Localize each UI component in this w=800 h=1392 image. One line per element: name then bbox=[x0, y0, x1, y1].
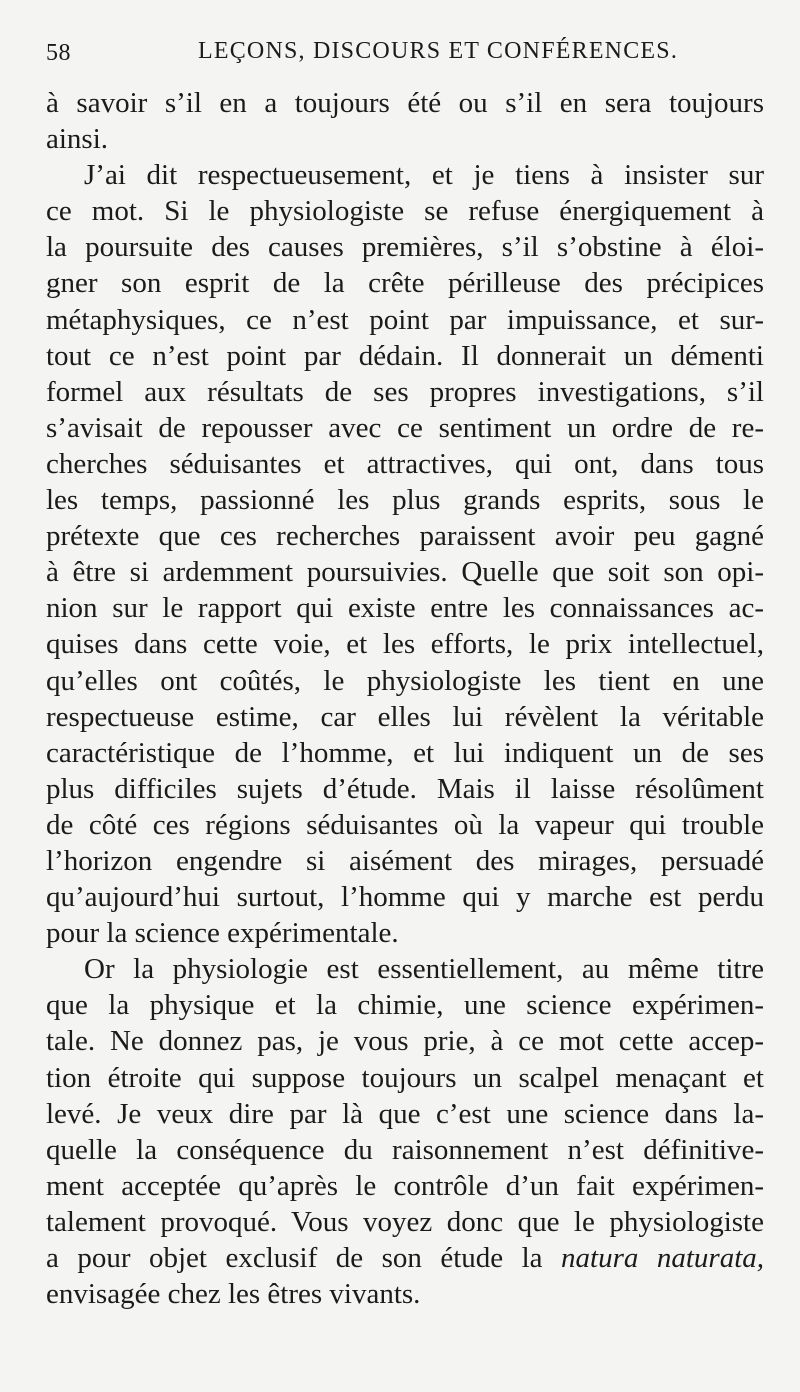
text-line-with-emphasis bbox=[46, 1240, 764, 1276]
text-line: talement provoqué. Vous voyez donc que le physiologiste bbox=[46, 1205, 764, 1238]
text-span: a pour objet exclusif de son étude la bbox=[46, 1242, 543, 1274]
text-line: caractéristique de l’homme, et lui indiquent un de ses bbox=[46, 736, 764, 769]
text-line: formel aux résultats de ses propres investigations, s’il bbox=[46, 375, 764, 408]
latin-emphasis: natura naturata, bbox=[561, 1242, 765, 1274]
text-line: ce mot. Si le physiologiste se refuse énergiquement à bbox=[46, 195, 764, 228]
text-line: prétexte que ces recherches paraissent avoir peu gagné bbox=[46, 520, 764, 553]
text-line: métaphysiques, ce n’est point par impuissance, et sur- bbox=[46, 303, 764, 336]
text-line: respectueuse estime, car elles lui révèlent la véritable bbox=[46, 700, 764, 733]
text-line: de côté ces régions séduisantes où la vapeur qui trouble bbox=[46, 808, 764, 841]
text-line: l’horizon engendre si aisément des mirages, persuadé bbox=[46, 844, 764, 877]
paragraph-first-line: J’ai dit respectueusement, et je tiens à insister sur bbox=[84, 159, 764, 192]
text-line: tout ce n’est point par dédain. Il donnerait un démenti bbox=[46, 339, 764, 372]
text-line: levé. Je veux dire par là que c’est une science dans la- bbox=[46, 1097, 764, 1130]
text-line: cherches séduisantes et attractives, qui ont, dans tous bbox=[46, 447, 764, 480]
text-line: nion sur le rapport qui existe entre les connaissances ac- bbox=[46, 592, 764, 625]
text-line: ainsi. bbox=[46, 123, 109, 156]
text-line: que la physique et la chimie, une science expérimen- bbox=[46, 989, 764, 1022]
text-line: qu’aujourd’hui surtout, l’homme qui y marche est perdu bbox=[46, 881, 764, 914]
text-line: tion étroite qui suppose toujours un scalpel menaçant et bbox=[46, 1061, 764, 1094]
text-line: gner son esprit de la crête périlleuse des précipices bbox=[46, 267, 764, 300]
text-line: pour la science expérimentale. bbox=[46, 917, 399, 950]
text-line: envisagée chez les êtres vivants. bbox=[46, 1278, 421, 1311]
page-number: 58 bbox=[46, 40, 71, 66]
text-line: quises dans cette voie, et les efforts, le prix intellectuel, bbox=[46, 628, 764, 661]
paragraph-first-line: Or la physiologie est essentiellement, au même titre bbox=[84, 953, 764, 986]
text-line: ment acceptée qu’après le contrôle d’un fait expérimen- bbox=[46, 1169, 764, 1202]
running-head bbox=[46, 36, 766, 72]
running-title: LEÇONS, DISCOURS ET CONFÉRENCES. bbox=[198, 38, 679, 64]
text-line: tale. Ne donnez pas, je vous prie, à ce mot cette accep- bbox=[46, 1025, 764, 1058]
text-line: à être si ardemment poursuivies. Quelle que soit son opi- bbox=[46, 556, 764, 589]
text-line: plus difficiles sujets d’étude. Mais il laisse résolûment bbox=[46, 772, 764, 805]
text-line: à savoir s’il en a toujours été ou s’il en sera toujours bbox=[46, 87, 764, 119]
text-line: les temps, passionné les plus grands esprits, sous le bbox=[46, 484, 764, 517]
text-line: la poursuite des causes premières, s’il s’obstine à éloi- bbox=[46, 231, 764, 264]
body-text bbox=[46, 85, 764, 1312]
text-line: quelle la conséquence du raisonnement n’est définitive- bbox=[46, 1133, 764, 1166]
text-line: s’avisait de repousser avec ce sentiment un ordre de re- bbox=[46, 411, 764, 444]
text-line: qu’elles ont coûtés, le physiologiste les tient en une bbox=[46, 664, 764, 697]
